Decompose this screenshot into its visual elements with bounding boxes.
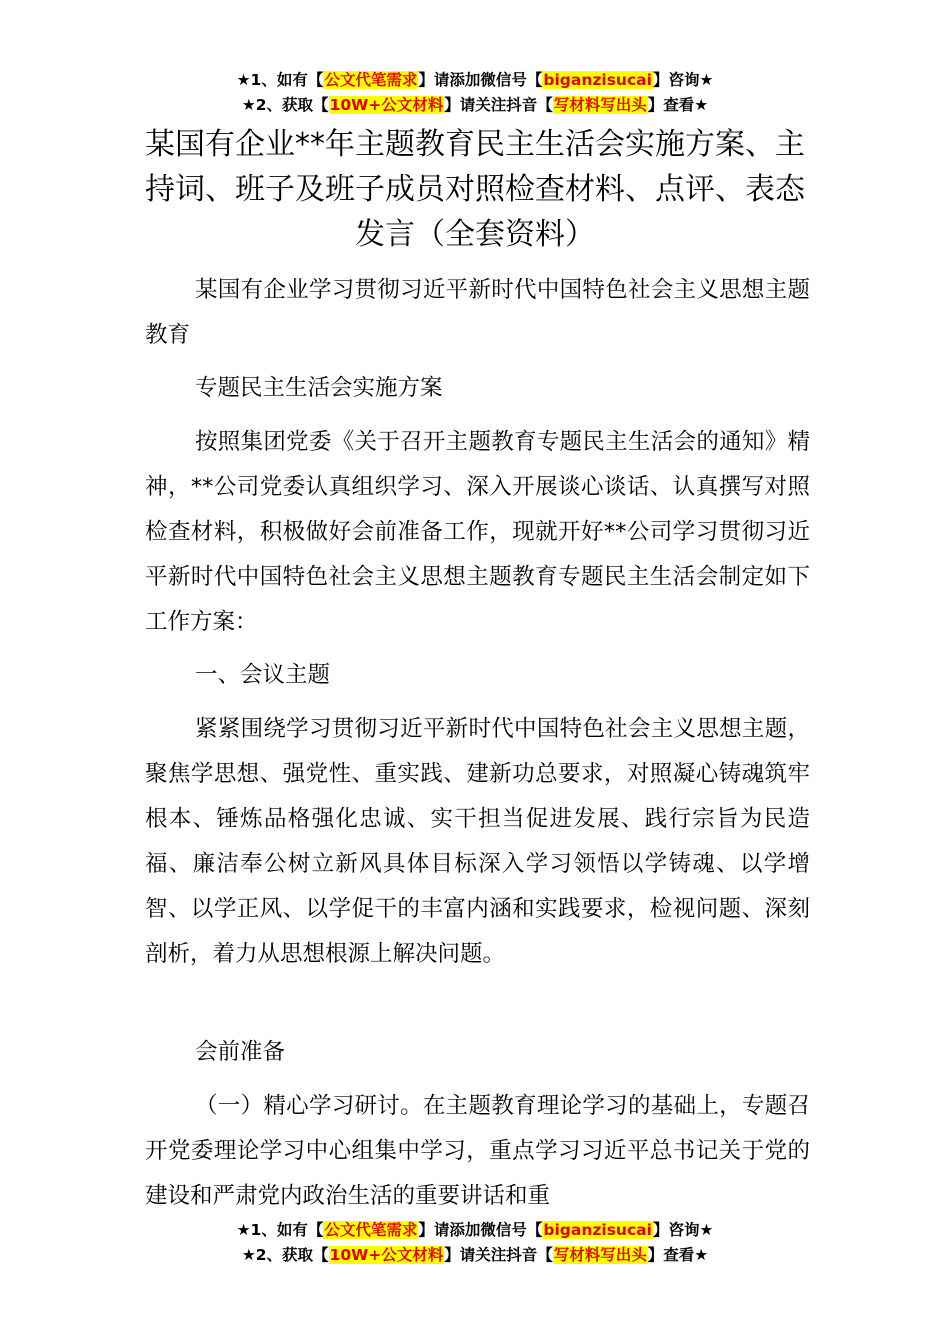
footer-notice-line-2: ★2、获取【10W+公文材料】请关注抖音【写材料写出头】查看★ bbox=[241, 1246, 709, 1264]
header-notice-line-2: ★2、获取【10W+公文材料】请关注抖音【写材料写出头】查看★ bbox=[241, 96, 709, 114]
document-title: 某国有企业**年主题教育民主生活会实施方案、主持词、班子及班子成员对照检查材料、点评、表态发言（全套资料） bbox=[145, 127, 805, 252]
paragraph-5: （一）精心学习研讨。在主题教育理论学习的基础上，专题召开党委理论学习中心组集中学习，重点学习习近平总书记关于党的建设和严肃党内政治生活的重要讲话和重 bbox=[145, 1093, 810, 1209]
paragraph-2: 专题民主生活会实施方案 bbox=[195, 375, 443, 401]
star-icon: ★ bbox=[241, 96, 256, 114]
wechat-id: biganzisucai bbox=[543, 1221, 652, 1239]
star-icon: ★ bbox=[241, 1246, 256, 1264]
section-heading-1: 一、会议主题 bbox=[195, 662, 331, 688]
header-notice-line-1: ★1、如有【公文代笔需求】请添加微信号【biganzisucai】咨询★ bbox=[236, 71, 714, 89]
douyin-id: 写材料写出头 bbox=[553, 96, 647, 114]
wechat-id: biganzisucai bbox=[543, 71, 652, 89]
star-icon: ★ bbox=[236, 71, 251, 89]
highlight-text: 公文代笔需求 bbox=[324, 1221, 418, 1239]
highlight-text: 公文代笔需求 bbox=[324, 71, 418, 89]
paragraph-3: 按照集团党委《关于召开主题教育专题民主生活会的通知》精神，**公司党委认真组织学习、深入开展谈心谈话、认真撰写对照检查材料，积极做好会前准备工作，现就开好**公司学习贯彻习近平新时代中国特色社会主义思想主题教育专题民主生活会制定如下工作方案： bbox=[145, 429, 810, 635]
footer-notice-line-1: ★1、如有【公文代笔需求】请添加微信号【biganzisucai】咨询★ bbox=[236, 1221, 714, 1239]
highlight-text: 10W+公文材料 bbox=[329, 1246, 444, 1264]
douyin-id: 写材料写出头 bbox=[553, 1246, 647, 1264]
paragraph-1: 某国有企业学习贯彻习近平新时代中国特色社会主义思想主题教育 bbox=[145, 277, 810, 348]
star-icon: ★ bbox=[236, 1221, 251, 1239]
highlight-text: 10W+公文材料 bbox=[329, 96, 444, 114]
section-heading-2: 会前准备 bbox=[195, 1039, 286, 1065]
paragraph-4: 紧紧围绕学习贯彻习近平新时代中国特色社会主义思想主题，聚焦学思想、强党性、重实践、建新功总要求，对照凝心铸魂筑牢根本、锤炼品格强化忠诚、实干担当促进发展、践行宗旨为民造福、廉洁奉公树立新风具体目标深入学习领悟以学铸魂、以学增智、以学正风、以学促干的丰富内涵和实践要求，检视问题、深刻剖析，着力从思想根源上解决问题。 bbox=[145, 716, 810, 967]
